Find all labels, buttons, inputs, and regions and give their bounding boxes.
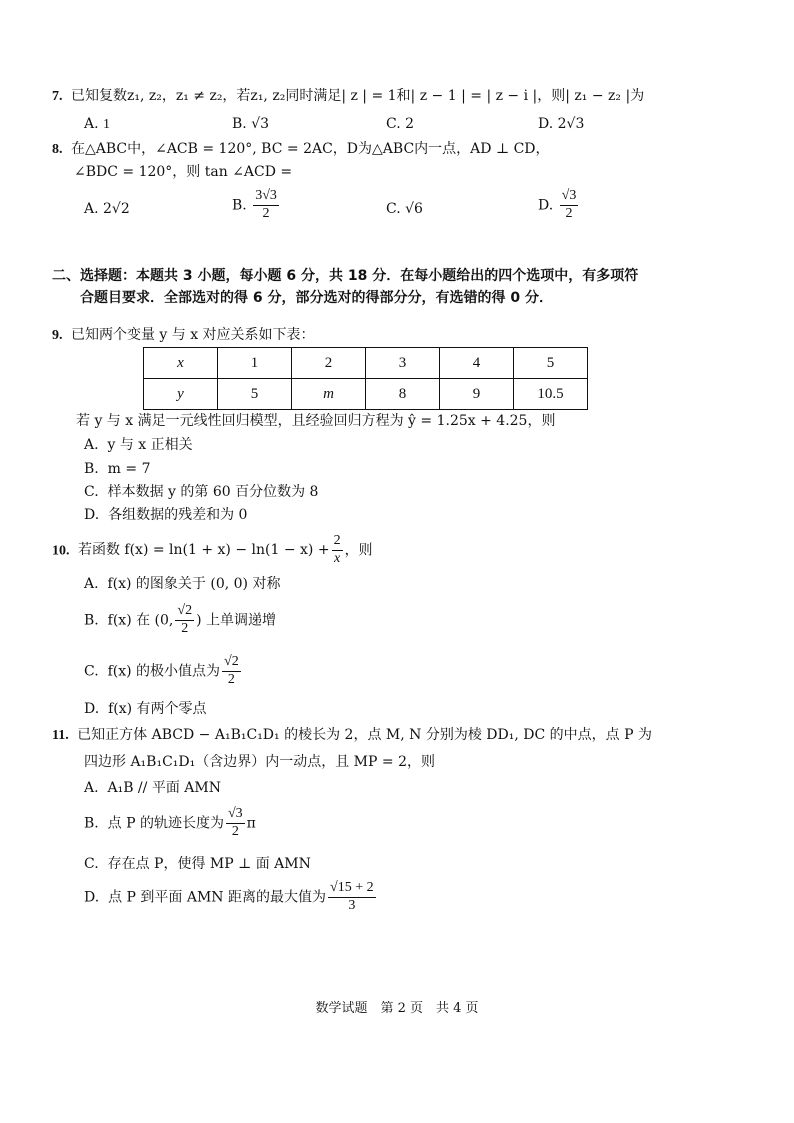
table-cell: 2 bbox=[292, 348, 366, 379]
fraction-denominator: 3 bbox=[348, 897, 356, 913]
q10-stem-line bbox=[52, 533, 373, 568]
fraction-denominator: 2 bbox=[231, 823, 239, 839]
table-cell: 4 bbox=[440, 348, 514, 379]
fraction-numerator: √3 bbox=[226, 806, 245, 824]
q9-option-c bbox=[84, 484, 318, 501]
q10-option-c-pre: f(x) 的极小值点为 bbox=[107, 663, 221, 680]
q10-option-b-fraction bbox=[175, 603, 194, 638]
q11-option-d-pre: 点 P 到平面 AMN 距离的最大值为 bbox=[108, 889, 327, 906]
fraction-numerator: √2 bbox=[222, 654, 241, 672]
q11-option-c-text: 存在点 P，使得 MP ⊥ 面 AMN bbox=[107, 856, 311, 872]
q7-stem-line bbox=[52, 88, 644, 106]
table-cell: 9 bbox=[440, 379, 514, 410]
q8-stem-line1 bbox=[52, 141, 550, 159]
q8-option-d-letter: D. bbox=[538, 197, 554, 214]
fraction-denominator: 2 bbox=[227, 671, 235, 687]
q8-option-b-letter: B. bbox=[232, 197, 247, 214]
q11-option-b-post: π bbox=[246, 815, 256, 832]
fraction-denominator: 2 bbox=[262, 205, 270, 221]
q7-option-b-letter: B. bbox=[232, 116, 247, 132]
q8-option-c-text: √6 bbox=[405, 201, 423, 217]
q7-option-d-letter: D. bbox=[538, 116, 554, 132]
q11-option-b-fraction bbox=[226, 806, 245, 841]
q7-option-c-letter: C. bbox=[386, 116, 401, 132]
q7-option-a-letter: A. bbox=[84, 116, 99, 132]
q7-option-c bbox=[386, 116, 414, 133]
q8-option-a-letter: A. bbox=[84, 201, 99, 217]
q9-stem: 已知两个变量 y 与 x 对应关系如下表： bbox=[70, 327, 315, 343]
q9-option-a bbox=[84, 437, 193, 454]
q9-table-wrapper bbox=[143, 347, 588, 410]
q10-option-a-text: f(x) 的图象关于 (0, 0) 对称 bbox=[107, 576, 281, 592]
q8-option-b bbox=[232, 188, 281, 223]
q10-option-b-pre: f(x) 在 (0, bbox=[107, 612, 174, 629]
q8-number: 8. bbox=[52, 142, 63, 157]
q8-option-a-text: 2√2 bbox=[103, 201, 130, 217]
q8-option-c bbox=[386, 201, 423, 218]
table-cell: 5 bbox=[218, 379, 292, 410]
q9-option-c-letter: C. bbox=[84, 484, 99, 500]
q8-option-b-fraction bbox=[253, 188, 279, 223]
q9-data-table bbox=[143, 347, 588, 410]
q8-option-a bbox=[84, 201, 130, 218]
q7-option-c-text: 2 bbox=[405, 116, 415, 132]
q10-option-c-fraction bbox=[222, 654, 241, 689]
q10-number: 10. bbox=[52, 543, 70, 559]
q10-option-a-letter: A. bbox=[84, 576, 99, 592]
table-cell: 10.5 bbox=[514, 379, 588, 410]
q11-option-a-text: A₁B // 平面 AMN bbox=[107, 780, 221, 796]
q7-option-b-text: √3 bbox=[251, 116, 270, 132]
table-cell: 5 bbox=[514, 348, 588, 379]
q7-option-b bbox=[232, 116, 269, 133]
table-cell: 3 bbox=[366, 348, 440, 379]
q9-option-d-text: 各组数据的残差和为 0 bbox=[108, 507, 248, 523]
q10-stem-fraction bbox=[332, 533, 343, 568]
fraction-denominator: x bbox=[333, 550, 341, 566]
q8-option-d-fraction bbox=[560, 188, 579, 223]
fraction-numerator: 3√3 bbox=[253, 188, 279, 206]
q7-option-a-text: 1 bbox=[103, 117, 111, 132]
q10-option-b bbox=[84, 603, 276, 638]
q10-option-d bbox=[84, 701, 207, 718]
q9-option-a-letter: A. bbox=[84, 437, 99, 453]
q7-option-a bbox=[84, 116, 110, 134]
table-cell: y bbox=[144, 379, 218, 410]
fraction-numerator: √15 + 2 bbox=[328, 880, 376, 898]
q9-option-d-letter: D. bbox=[84, 507, 100, 523]
q9-stem-line bbox=[52, 327, 315, 345]
q11-option-d-letter: D. bbox=[84, 889, 100, 906]
q7-stem: 已知复数z₁, z₂，z₁ ≠ z₂，若z₁, z₂同时满足| z | = 1和| z − 1 | = | z − i |，则| z₁ − z₂ |为 bbox=[70, 88, 645, 104]
q11-option-b-pre: 点 P 的轨迹长度为 bbox=[107, 815, 224, 832]
table-cell: 1 bbox=[218, 348, 292, 379]
q10-stem-pre: 若函数 f(x) = ln(1 + x) − ln(1 − x) + bbox=[77, 542, 330, 559]
q10-option-b-letter: B. bbox=[84, 612, 99, 629]
q11-stem-line1 bbox=[52, 727, 652, 745]
q10-option-b-post: ) 上单调递增 bbox=[196, 612, 276, 629]
q9-option-b-letter: B. bbox=[84, 461, 99, 477]
q10-stem-post: ，则 bbox=[344, 542, 373, 559]
q11-number: 11. bbox=[52, 728, 69, 743]
q11-option-c-letter: C. bbox=[84, 856, 99, 872]
q9-option-b-text: m = 7 bbox=[107, 461, 151, 477]
q9-condition: 若 y 与 x 满足一元线性回归模型，且经验回归方程为 ŷ = 1.25x + 4.25，则 bbox=[76, 413, 556, 429]
q9-option-d bbox=[84, 507, 247, 524]
section2-header-line2: 合题目要求．全部选对的得 6 分，部分选对的得部分分，有选错的得 0 分． bbox=[80, 290, 553, 306]
q11-option-b bbox=[84, 806, 256, 841]
q11-option-d-fraction bbox=[328, 880, 376, 915]
q7-number: 7. bbox=[52, 89, 63, 104]
q9-number: 9. bbox=[52, 328, 63, 343]
q9-option-c-text: 样本数据 y 的第 60 百分位数为 8 bbox=[107, 484, 319, 500]
q10-option-d-text: f(x) 有两个零点 bbox=[108, 701, 207, 717]
table-cell: x bbox=[144, 348, 218, 379]
fraction-numerator: √2 bbox=[175, 603, 194, 621]
q7-option-d-text: 2√3 bbox=[557, 116, 585, 132]
q8-stem-1: 在△ABC中，∠ACB = 120°, BC = 2AC，D为△ABC内一点，AD ⊥ CD， bbox=[70, 141, 550, 157]
q8-stem-line2: ∠BDC = 120°，则 tan ∠ACD = bbox=[74, 164, 293, 180]
q11-option-b-letter: B. bbox=[84, 815, 99, 832]
table-cell: 8 bbox=[366, 379, 440, 410]
section2-header-line1: 二、选择题：本题共 3 小题，每小题 6 分，共 18 分．在每小题给出的四个选项中，有多项符 bbox=[52, 268, 639, 284]
table-row bbox=[144, 379, 588, 410]
q9-option-a-text: y 与 x 正相关 bbox=[107, 437, 193, 453]
q10-option-c-letter: C. bbox=[84, 663, 99, 680]
fraction-numerator: 2 bbox=[332, 533, 343, 551]
q11-option-a-letter: A. bbox=[84, 780, 99, 796]
fraction-numerator: √3 bbox=[560, 188, 579, 206]
q10-option-c bbox=[84, 654, 243, 689]
q8-option-d bbox=[538, 188, 580, 223]
table-row bbox=[144, 348, 588, 379]
q10-option-d-letter: D. bbox=[84, 701, 100, 717]
q11-stem-line2: 四边形 A₁B₁C₁D₁（含边界）内一动点，且 MP = 2，则 bbox=[84, 754, 435, 770]
q10-option-a bbox=[84, 576, 280, 593]
table-cell: m bbox=[292, 379, 366, 410]
fraction-denominator: 2 bbox=[181, 620, 189, 636]
q11-option-d bbox=[84, 880, 378, 915]
q11-option-a bbox=[84, 780, 221, 797]
q9-option-b bbox=[84, 461, 150, 478]
q7-option-d bbox=[538, 116, 584, 133]
q11-option-c bbox=[84, 856, 311, 873]
fraction-denominator: 2 bbox=[565, 205, 573, 221]
q11-stem-1: 已知正方体 ABCD − A₁B₁C₁D₁ 的棱长为 2，点 M, N 分别为棱 DD₁, DC 的中点，点 P 为 bbox=[77, 727, 652, 743]
page-footer: 数学试题 第 2 页 共 4 页 bbox=[315, 1001, 479, 1016]
q8-option-c-letter: C. bbox=[386, 201, 401, 217]
